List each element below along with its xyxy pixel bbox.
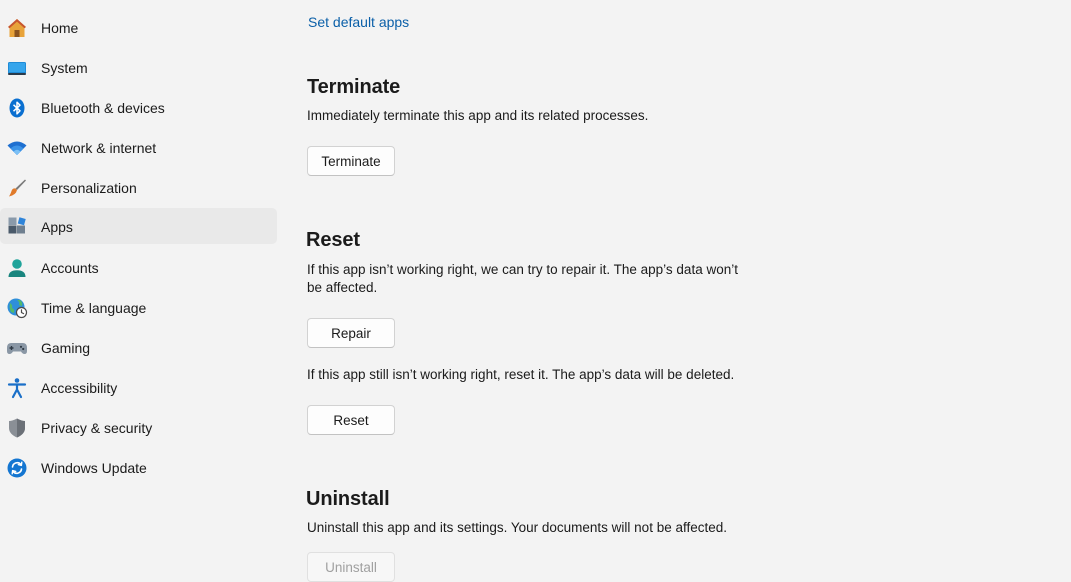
uninstall-button[interactable]: Uninstall bbox=[307, 552, 395, 582]
sidebar-item-label: Windows Update bbox=[41, 460, 147, 476]
sidebar-item-label: Apps bbox=[41, 219, 73, 235]
repair-button[interactable]: Repair bbox=[307, 318, 395, 348]
set-default-apps-link[interactable]: Set default apps bbox=[308, 14, 410, 30]
reset-heading: Reset bbox=[306, 229, 360, 251]
sidebar-item-label: Gaming bbox=[41, 340, 91, 356]
uninstall-heading: Uninstall bbox=[306, 488, 390, 510]
sidebar-item-label: System bbox=[41, 60, 88, 76]
sidebar-item-label: Time & language bbox=[41, 300, 147, 316]
terminate-heading: Terminate bbox=[307, 76, 401, 98]
sidebar-item-label: Privacy & security bbox=[41, 420, 153, 436]
uninstall-description: Uninstall this app and its settings. Your documents will not be affected. bbox=[307, 520, 728, 535]
sidebar-item-label: Network & internet bbox=[41, 140, 157, 156]
sidebar-item-label: Home bbox=[41, 20, 79, 36]
sidebar-item-label: Accessibility bbox=[41, 380, 118, 396]
reset-description: If this app still isn’t working right, reset it. The app’s data will be deleted. bbox=[307, 367, 735, 382]
terminate-description: Immediately terminate this app and its related processes. bbox=[307, 108, 649, 123]
repair-description: If this app isn’t working right, we can try to repair it. The app’s data won’t be affected. bbox=[307, 262, 738, 295]
sidebar-item-label: Bluetooth & devices bbox=[41, 100, 165, 116]
terminate-button[interactable]: Terminate bbox=[307, 146, 395, 176]
sidebar-item-label: Personalization bbox=[41, 180, 137, 196]
reset-button[interactable]: Reset bbox=[307, 405, 395, 435]
sidebar-item-label: Accounts bbox=[41, 260, 99, 276]
